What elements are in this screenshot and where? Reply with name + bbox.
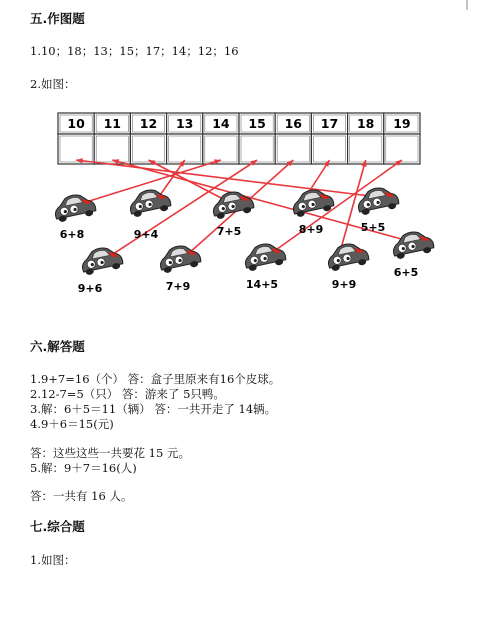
section6-line-4: 4.9＋6＝15(元) (30, 417, 114, 431)
number-box (167, 113, 203, 164)
car-icon (390, 228, 435, 260)
section6-line-2: 2.12-7=5（只） 答：游来了 5只鸭。 (30, 387, 225, 401)
number-box (275, 113, 311, 164)
number-box (58, 113, 94, 164)
number-box-label: 10 (67, 116, 85, 131)
car-icon (325, 240, 370, 272)
section7-q1-label: 1.如图： (30, 553, 76, 567)
number-box (130, 113, 166, 164)
car-label: 5+5 (360, 221, 386, 234)
number-box (203, 113, 239, 164)
section5-q2-label: 2.如图： (30, 77, 76, 91)
number-box-label: 17 (320, 116, 339, 131)
number-box (239, 113, 275, 164)
number-box-label: 19 (393, 116, 411, 131)
number-boxes (58, 113, 420, 164)
number-box (348, 113, 384, 164)
number-box-label: 12 (139, 116, 158, 131)
number-box (384, 113, 420, 164)
number-box (94, 113, 130, 164)
car-label: 9+9 (331, 278, 357, 291)
car-label: 6+8 (59, 228, 85, 241)
number-box-label: 16 (284, 116, 303, 131)
section6-answer-5: 答：一共有 16 人。 (30, 489, 133, 503)
number-box-label: 18 (356, 116, 375, 131)
car-icon (52, 191, 97, 223)
number-box-label: 13 (175, 116, 194, 131)
car-icon (242, 240, 287, 272)
section5-title: 五.作图题 (30, 11, 85, 26)
car-label: 8+9 (298, 223, 324, 236)
car-label: 6+5 (393, 266, 419, 279)
section5-q1-answer: 1.10；18；13；15；17；14；12；16 (30, 44, 239, 58)
number-box-label: 14 (212, 116, 230, 131)
section6-title: 六.解答题 (30, 339, 85, 354)
car-label: 14+5 (245, 278, 279, 291)
car-label: 7+5 (216, 225, 242, 238)
car-label: 9+4 (133, 228, 159, 241)
car-label: 9+6 (77, 282, 103, 295)
number-box-label: 11 (103, 116, 122, 131)
car-icon (127, 186, 172, 218)
section6-line-3: 3.解：6＋5＝11（辆） 答：一共开走了 14辆。 (30, 402, 277, 416)
section6-line-5: 5.解：9＋7＝16(人) (30, 461, 137, 475)
section6-answer-4: 答：这些这些一共要花 15 元。 (30, 446, 190, 460)
number-box-label: 15 (248, 116, 266, 131)
car-icon (79, 244, 124, 276)
number-box (311, 113, 347, 164)
section6-line-1: 1.9+7=16（个） 答：盒子里原来有16个皮球。 (30, 372, 281, 386)
section7-title: 七.综合题 (30, 519, 85, 534)
car-label: 7+9 (165, 280, 191, 293)
